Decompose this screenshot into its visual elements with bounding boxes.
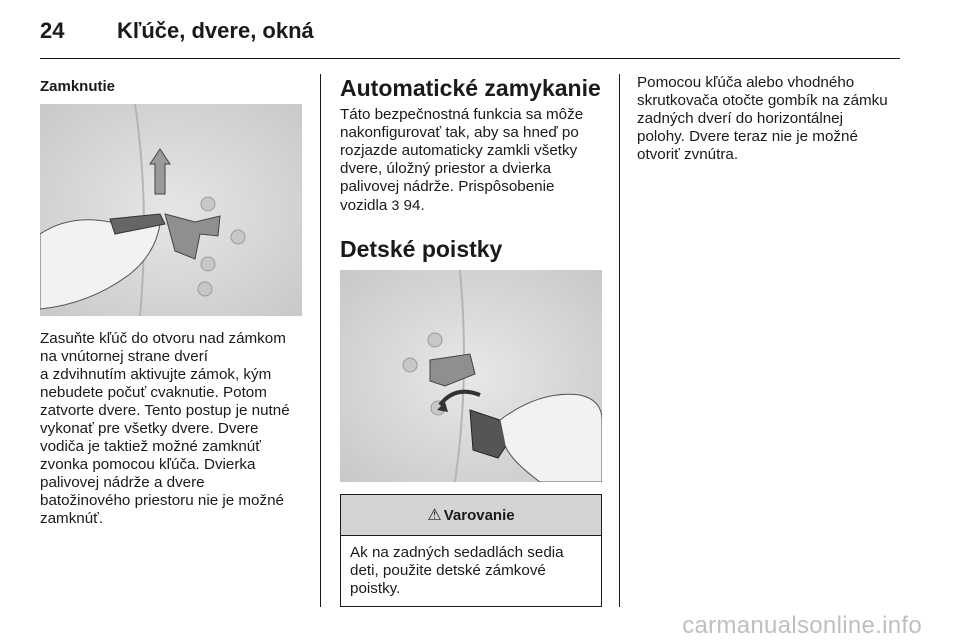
section-heading-auto-locking: Automatické zamykanie [340,75,601,101]
column-divider-left [320,74,321,607]
auto-locking-text [340,106,602,215]
section-heading-child-locks: Detské poistky [340,236,503,262]
column-1-body [40,330,302,528]
warning-box [340,494,602,607]
warning-text: Ak na zadných sedadlách sedia deti, použite detské zámkové poistky. [350,544,564,597]
watermark: carmanualsonline.info [682,612,922,639]
chapter-title: Kľúče, dvere, okná [117,18,314,43]
child-lock-instructions: Pomocou kľúča alebo vhodného skrutkovača otočte gombík na zámku zadných dverí do horizontálnej polohy. Dvere teraz nie je možné otvoriť zvnútra. [637,74,888,163]
warning-triangle-icon: ⚠ [427,507,442,524]
column-3 [637,74,905,164]
page-number: 24 [40,18,65,43]
figure-door-lock-key [40,104,302,316]
figure-child-lock [340,270,602,482]
warning-title: Varovanie [443,506,515,524]
warning-header [341,495,601,536]
page-ref-number: 94. [403,197,425,214]
page-ref-icon: 3 [391,197,400,213]
section-heading-locking: Zamknutie [40,78,116,95]
auto-locking-text-body: Táto bezpečnostná funkcia sa môže nakonfigurovať tak, aby sa hneď po rozjazde automaticky zamkli všetky dvere, úložný priestor a dvierka palivovej nádrže. Prispôsobenie vozidla [340,106,584,214]
page-header [40,18,920,48]
column-1 [40,74,302,95]
column-divider-right [619,74,620,607]
header-rule [40,58,900,59]
locking-instructions: Zasuňte kľúč do otvoru nad zámkom na vnútornej strane dverí a zdvihnutím aktivujte zámok, kým nebudete počuť cvaknutie. Potom zatvorte dvere. Tento postup je nutné vykonať pre všetky dvere. Dvere vodiča je taktiež možné zamknúť zvonka pomocou kľúča. Dvierka palivovej nádrže a dvere batožinového priestoru nie je možné zamknúť. [40,330,290,527]
column-2 [340,74,602,263]
